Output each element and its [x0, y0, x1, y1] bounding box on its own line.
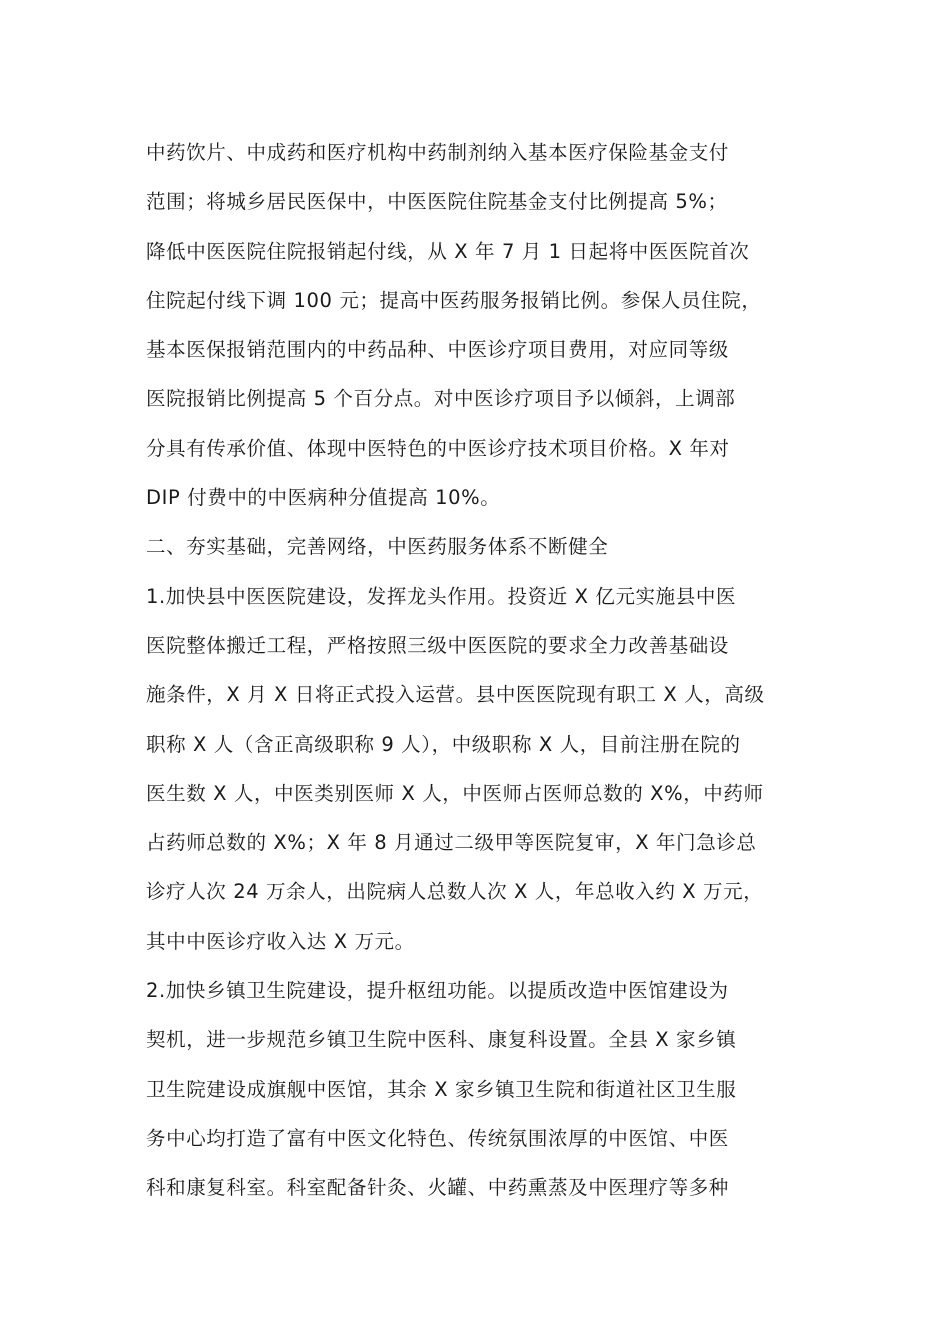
text-line: 医院整体搬迁工程，严格按照三级中医医院的要求全力改善基础设	[146, 633, 729, 657]
text-line: 职称 X 人（含正高级职称 9 人），中级职称 X 人，目前注册在院的	[146, 732, 741, 756]
text-line: 科和康复科室。科室配备针灸、火罐、中药熏蒸及中医理疗等多种	[146, 1176, 729, 1200]
text-line: 医院报销比例提高 5 个百分点。对中医诊疗项目予以倾斜，上调部	[146, 387, 736, 411]
text-line: 医生数 X 人，中医类别医师 X 人，中医师占医师总数的 X%，中药师	[146, 781, 764, 805]
text-line: 1.加快县中医医院建设，发挥龙头作用。投资近 X 亿元实施县中医	[146, 584, 737, 608]
text-line: 占药师总数的 X%；X 年 8 月通过二级甲等医院复审，X 年门急诊总	[146, 831, 757, 855]
section-heading: 二、夯实基础，完善网络，中医药服务体系不断健全	[146, 535, 609, 559]
text-line: 住院起付线下调 100 元；提高中医药服务报销比例。参保人员住院，	[146, 288, 762, 312]
text-line: 契机，进一步规范乡镇卫生院中医科、康复科设置。全县 X 家乡镇	[146, 1028, 737, 1052]
text-line: 卫生院建设成旗舰中医馆，其余 X 家乡镇卫生院和街道社区卫生服	[146, 1077, 737, 1101]
document-body	[146, 128, 836, 1213]
text-line: 范围；将城乡居民医保中，中医医院住院基金支付比例提高 5%；	[146, 190, 728, 214]
text-line: 务中心均打造了富有中医文化特色、传统氛围浓厚的中医馆、中医	[146, 1126, 729, 1150]
text-line: 其中中医诊疗收入达 X 万元。	[146, 929, 415, 953]
text-line: DIP 付费中的中医病种分值提高 10%。	[146, 486, 501, 510]
text-line: 中药饮片、中成药和医疗机构中药制剂纳入基本医疗保险基金支付	[146, 141, 729, 164]
text-line: 降低中医医院住院报销起付线，从 X 年 7 月 1 日起将中医医院首次	[146, 239, 750, 263]
text-line: 分具有传承价值、体现中医特色的中医诊疗技术项目价格。X 年对	[146, 436, 730, 460]
text-line: 诊疗人次 24 万余人，出院病人总数人次 X 人，年总收入约 X 万元，	[146, 880, 764, 904]
text-line: 施条件，X 月 X 日将正式投入运营。县中医医院现有职工 X 人，高级	[146, 683, 765, 707]
text-line: 基本医保报销范围内的中药品种、中医诊疗项目费用，对应同等级	[146, 338, 729, 362]
text-line: 2.加快乡镇卫生院建设，提升枢纽功能。以提质改造中医馆建设为	[146, 979, 729, 1003]
